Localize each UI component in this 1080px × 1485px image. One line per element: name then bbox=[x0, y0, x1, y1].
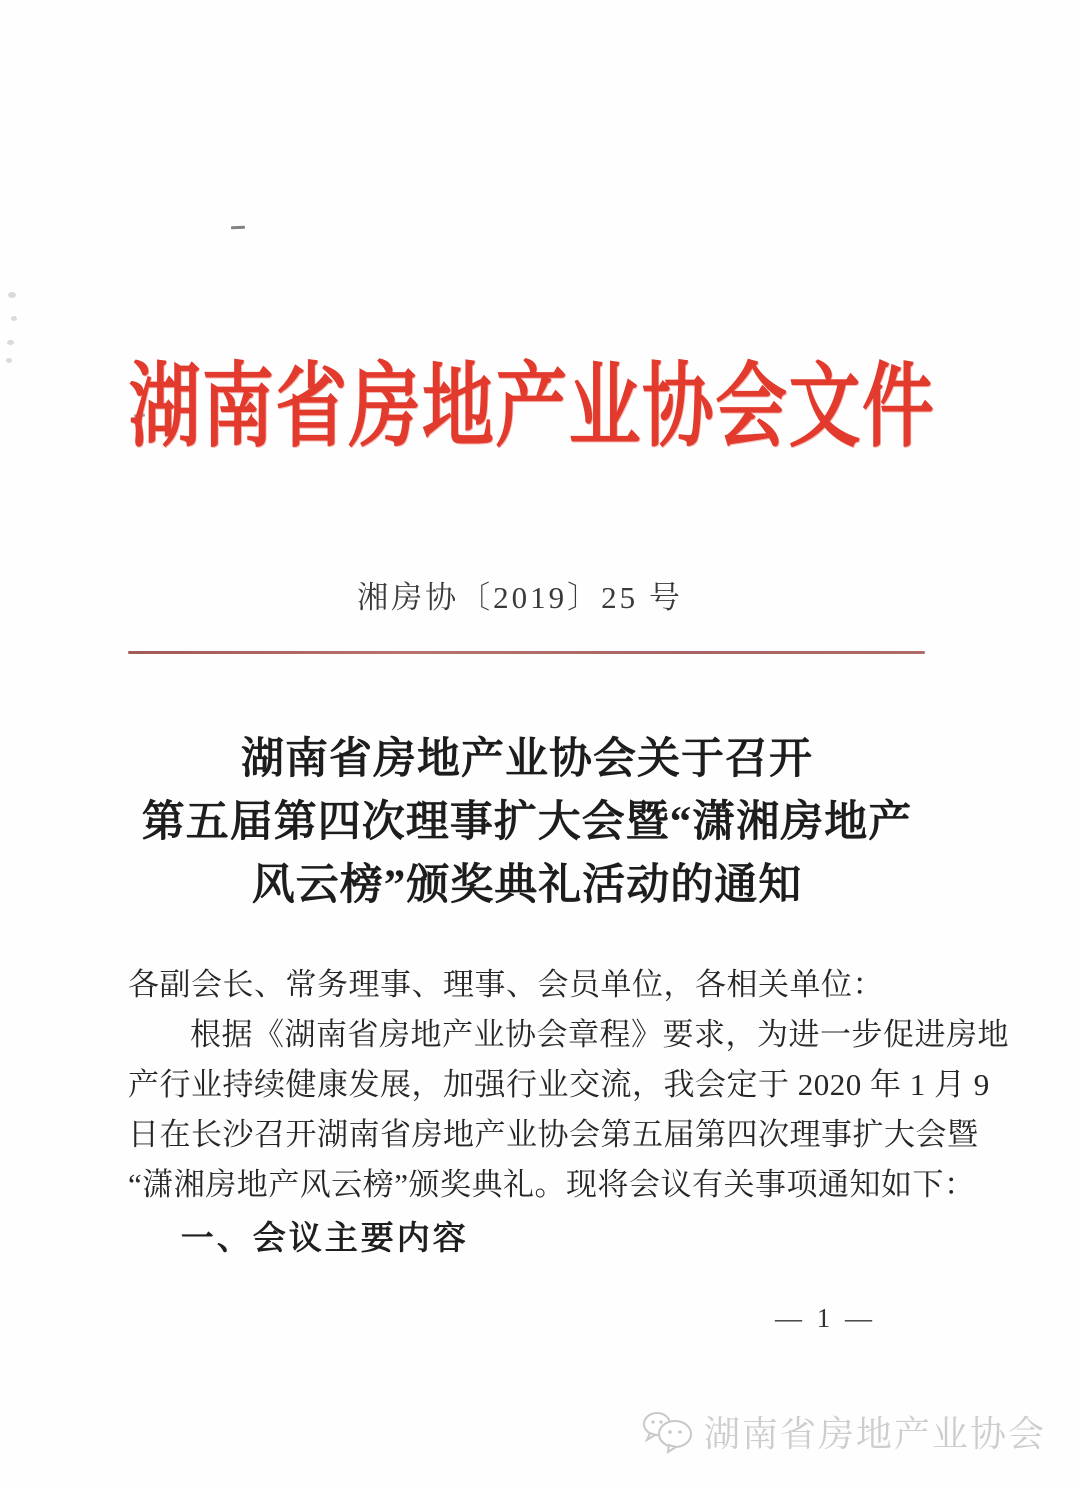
document-title-line-1: 湖南省房地产业协会关于召开 bbox=[241, 736, 813, 783]
body-line: 根据《湖南省房地产业协会章程》要求，为进一步促进房地 bbox=[190, 1017, 1009, 1052]
body-line: 产行业持续健康发展，加强行业交流，我会定于 2020 年 1 月 9 bbox=[128, 1067, 990, 1102]
document-title-line-2: 第五届第四次理事扩大会暨“潇湘房地产 bbox=[141, 799, 913, 846]
watermark-text: 湖南省房地产业协会 bbox=[703, 1413, 1046, 1454]
wechat-icon bbox=[642, 1409, 696, 1455]
document-body bbox=[128, 960, 1009, 1263]
scan-speck bbox=[8, 292, 16, 298]
document-number: 湘房协〔2019〕25 号 bbox=[357, 580, 683, 615]
scan-speck bbox=[11, 316, 17, 321]
salutation-line: 各副会长、常务理事、理事、会员单位，各相关单位： bbox=[128, 967, 884, 1002]
page-number: — 1 — bbox=[775, 1303, 876, 1333]
red-separator-rule bbox=[128, 651, 925, 654]
document-title bbox=[0, 728, 1054, 917]
body-line: 日在长沙召开湖南省房地产业协会第五届第四次理事扩大会暨 bbox=[128, 1117, 979, 1152]
letterhead-title bbox=[0, 352, 1064, 462]
scan-speck bbox=[7, 340, 14, 345]
document-title-line-3: 风云榜”颁奖典礼活动的通知 bbox=[251, 862, 803, 909]
section-heading: 一、会议主要内容 bbox=[180, 1219, 469, 1256]
letterhead-title-text: 湖南省房地产业协会文件 bbox=[128, 356, 936, 458]
body-line: “潇湘房地产风云榜”颁奖典礼。现将会议有关事项通知如下： bbox=[128, 1167, 976, 1202]
scan-artifact-dash bbox=[231, 226, 245, 229]
footer-watermark bbox=[642, 1406, 1046, 1457]
